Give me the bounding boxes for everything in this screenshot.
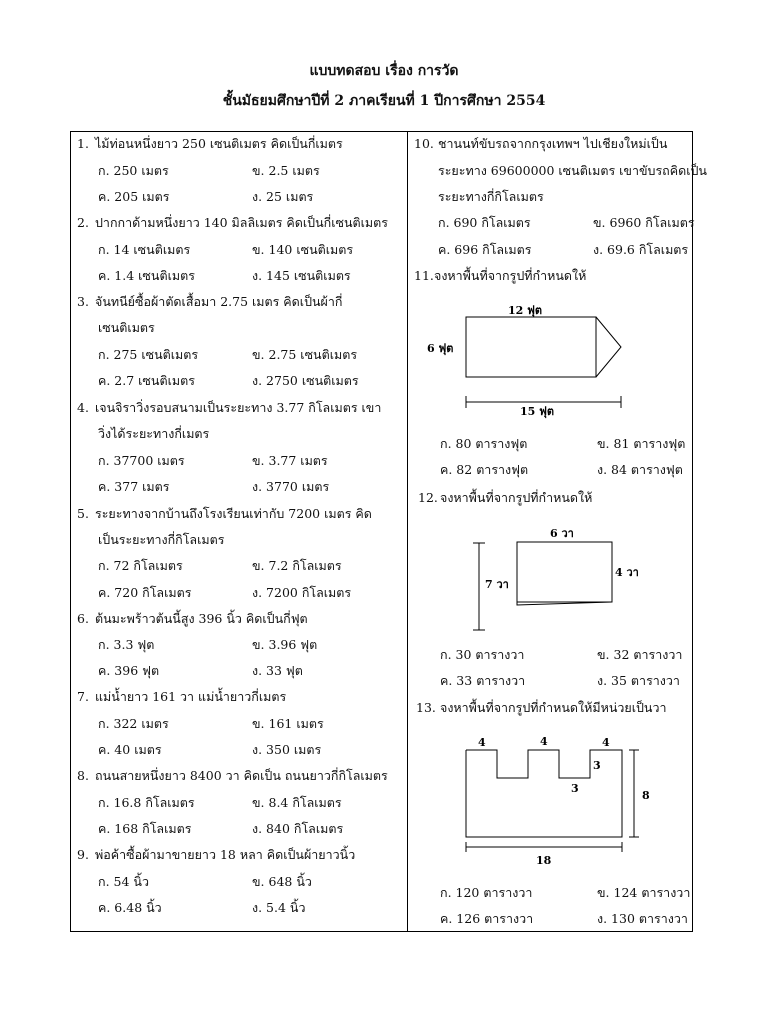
choice-b[interactable]: ข. 6960 กิโลเมตร [593, 215, 695, 230]
question-number: 2. [77, 215, 89, 230]
question-number: 5. [77, 506, 89, 521]
question-text: พ่อค้าซื้อผ้ามาขายยาว 18 หลา คิดเป็นผ้ายาวนิ้ว [95, 847, 356, 862]
choice-c[interactable]: ค. 396 ฟุต [98, 663, 160, 678]
choice-b[interactable]: ข. 2.5 เมตร [252, 163, 320, 178]
choice-b[interactable]: ข. 3.77 เมตร [252, 453, 328, 468]
choice-d[interactable]: ง. 69.6 กิโลเมตร [593, 242, 689, 257]
question-text-cont: เซนติเมตร [98, 320, 155, 335]
choice-b[interactable]: ข. 3.96 ฟุต [252, 637, 318, 652]
choice-c[interactable]: ค. 696 กิโลเมตร [438, 242, 532, 257]
choice-c[interactable]: ค. 168 กิโลเมตร [98, 821, 192, 836]
choice-a[interactable]: ก. 37700 เมตร [98, 453, 185, 468]
pentagon-figure [408, 295, 692, 425]
question-number: 6. [77, 611, 89, 626]
dimension-label-right: 4 วา [615, 566, 639, 579]
choice-a[interactable]: ก. 54 นิ้ว [98, 874, 149, 889]
choice-c[interactable]: ค. 40 เมตร [98, 742, 162, 757]
composite-figure [408, 520, 692, 640]
dimension-label-height: 8 [642, 789, 650, 802]
dimension-label-notch-width: 3 [571, 782, 579, 795]
question-number: 7. [77, 689, 89, 704]
question-text: ชานนท์ขับรถจากกรุงเทพฯ ไปเชียงใหม่เป็น [438, 136, 668, 151]
question-text: ปากกาด้ามหนึ่งยาว 140 มิลลิเมตร คิดเป็นกี่เซนติเมตร [95, 215, 388, 230]
choice-c[interactable]: ค. 205 เมตร [98, 189, 170, 204]
choice-c[interactable]: ค. 2.7 เซนติเมตร [98, 373, 195, 388]
dimension-label-notch-depth: 3 [593, 759, 601, 772]
choice-b[interactable]: ข. 2.75 เซนติเมตร [252, 347, 358, 362]
question-text: ถนนสายหนึ่งยาว 8400 วา คิดเป็น ถนนยาวกี่กิโลเมตร [95, 768, 388, 783]
choice-c[interactable]: ค. 720 กิโลเมตร [98, 585, 192, 600]
question-text: เจนจิราวิ่งรอบสนามเป็นระยะทาง 3.77 กิโลเมตร เขา [95, 400, 382, 415]
question-text-cont: ระยะทางกี่กิโลเมตร [438, 189, 544, 204]
choice-d[interactable]: ง. 3770 เมตร [252, 479, 330, 494]
question-text: จงหาพื้นที่จากรูปที่กำหนดให้ [440, 490, 593, 505]
choice-d[interactable]: ง. 33 ฟุต [252, 663, 303, 678]
choice-b[interactable]: ข. 32 ตารางวา [597, 647, 683, 662]
choice-a[interactable]: ก. 14 เซนติเมตร [98, 242, 191, 257]
question-number: 1. [77, 136, 89, 151]
question-number: 9. [77, 847, 89, 862]
question-text: จงหาพื้นที่จากรูปที่กำหนดให้ [434, 268, 587, 283]
question-number: 8. [77, 768, 89, 783]
choice-c[interactable]: ค. 126 ตารางวา [440, 911, 534, 926]
choice-d[interactable]: ง. 84 ตารางฟุต [597, 462, 683, 477]
choice-c[interactable]: ค. 377 เมตร [98, 479, 170, 494]
question-number: 3. [77, 294, 89, 309]
choice-a[interactable]: ก. 16.8 กิโลเมตร [98, 795, 195, 810]
choice-a[interactable]: ก. 72 กิโลเมตร [98, 558, 183, 573]
choice-a[interactable]: ก. 30 ตารางวา [440, 647, 525, 662]
question-text: ระยะทางจากบ้านถึงโรงเรียนเท่ากับ 7200 เมตร คิด [95, 506, 372, 521]
dimension-label-top: 12 ฟุต [508, 304, 543, 317]
dimension-label-left: 6 ฟุต [427, 342, 454, 355]
question-text: ไม้ท่อนหนึ่งยาว 250 เซนติเมตร คิดเป็นกี่เมตร [95, 136, 343, 151]
test-title: แบบทดสอบ เรื่อง การวัด [309, 63, 459, 79]
choice-a[interactable]: ก. 690 กิโลเมตร [438, 215, 531, 230]
question-text: จงหาพื้นที่จากรูปที่กำหนดให้มีหน่วยเป็นวา [440, 700, 667, 715]
choice-b[interactable]: ข. 81 ตารางฟุต [597, 436, 686, 451]
choice-c[interactable]: ค. 1.4 เซนติเมตร [98, 268, 195, 283]
dimension-label-bottom: 15 ฟุต [520, 405, 555, 418]
choice-d[interactable]: ง. 25 เมตร [252, 189, 314, 204]
question-number: 11. [414, 268, 434, 283]
choice-c[interactable]: ค. 6.48 นิ้ว [98, 900, 162, 915]
choice-d[interactable]: ง. 130 ตารางวา [597, 911, 688, 926]
dimension-label-top: 6 วา [550, 527, 574, 540]
question-text-cont: เป็นระยะทางกี่กิโลเมตร [98, 532, 225, 547]
dimension-label-w3: 4 [602, 736, 610, 749]
choice-c[interactable]: ค. 33 ตารางวา [440, 673, 526, 688]
choice-b[interactable]: ข. 140 เซนติเมตร [252, 242, 354, 257]
question-text: แม่น้ำยาว 161 วา แม่น้ำยาวกี่เมตร [95, 689, 287, 704]
question-number: 4. [77, 400, 89, 415]
dimension-label-w2: 4 [540, 735, 548, 748]
question-text: จันทนีย์ซื้อผ้าตัดเสื้อมา 2.75 เมตร คิดเป็นผ้ากี่ [95, 294, 343, 309]
question-number: 10. [414, 136, 434, 151]
choice-d[interactable]: ง. 35 ตารางวา [597, 673, 680, 688]
test-subtitle: ชั้นมัธยมศึกษาปีที่ 2 ภาคเรียนที่ 1 ปีการศึกษา 2554 [222, 93, 546, 109]
notched-rectangle-figure [408, 730, 692, 870]
choice-b[interactable]: ข. 124 ตารางวา [597, 885, 691, 900]
question-number: 12. [418, 490, 438, 505]
choice-a[interactable]: ก. 250 เมตร [98, 163, 169, 178]
dimension-label-left: 7 วา [485, 578, 509, 591]
choice-a[interactable]: ก. 322 เมตร [98, 716, 169, 731]
question-text-cont: ระยะทาง 69600000 เซนติเมตร เขาขับรถคิดเป็น [438, 163, 707, 178]
choice-b[interactable]: ข. 648 นิ้ว [252, 874, 312, 889]
choice-c[interactable]: ค. 82 ตารางฟุต [440, 462, 529, 477]
dimension-label-w1: 4 [478, 736, 486, 749]
choice-a[interactable]: ก. 80 ตารางฟุต [440, 436, 528, 451]
choice-d[interactable]: ง. 5.4 นิ้ว [252, 900, 306, 915]
choice-b[interactable]: ข. 161 เมตร [252, 716, 324, 731]
question-text: ต้นมะพร้าวต้นนี้สูง 396 นิ้ว คิดเป็นกี่ฟุต [95, 611, 308, 626]
question-number: 13. [416, 700, 436, 715]
choice-d[interactable]: ง. 840 กิโลเมตร [252, 821, 344, 836]
choice-d[interactable]: ง. 350 เมตร [252, 742, 322, 757]
question-text-cont: วิ่งได้ระยะทางกี่เมตร [98, 426, 210, 441]
choice-d[interactable]: ง. 7200 กิโลเมตร [252, 585, 352, 600]
choice-d[interactable]: ง. 145 เซนติเมตร [252, 268, 351, 283]
choice-a[interactable]: ก. 120 ตารางวา [440, 885, 533, 900]
dimension-label-width: 18 [536, 854, 552, 867]
choice-a[interactable]: ก. 275 เซนติเมตร [98, 347, 199, 362]
choice-d[interactable]: ง. 2750 เซนติเมตร [252, 373, 359, 388]
choice-a[interactable]: ก. 3.3 ฟุต [98, 637, 155, 652]
choice-b[interactable]: ข. 7.2 กิโลเมตร [252, 558, 342, 573]
choice-b[interactable]: ข. 8.4 กิโลเมตร [252, 795, 342, 810]
